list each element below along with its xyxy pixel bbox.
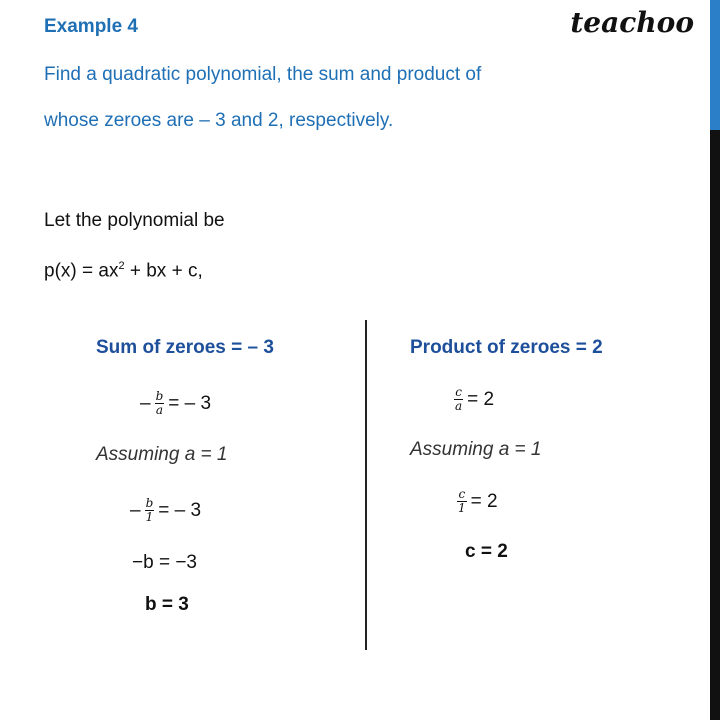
- right-sidebar-bar: [710, 0, 720, 720]
- fraction-denominator: a: [455, 399, 463, 413]
- fraction-denominator: 1: [458, 501, 466, 515]
- equation-rhs: = – 3: [168, 392, 212, 414]
- equation-rhs: = 2: [467, 388, 495, 410]
- product-result: c = 2: [465, 541, 508, 562]
- sum-equation-3: −b = −3: [132, 552, 197, 573]
- let-polynomial-text: Let the polynomial be: [44, 210, 225, 231]
- teachoo-logo: teachoo: [570, 6, 694, 39]
- polynomial-expression: [44, 260, 203, 282]
- product-assumption: Assuming a = 1: [410, 439, 542, 460]
- fraction-denominator: 1: [145, 510, 154, 524]
- sum-equation-2: [130, 497, 201, 524]
- equation-rhs: = 2: [470, 490, 498, 512]
- fraction-numerator: c: [458, 487, 466, 501]
- fraction-numerator: b: [155, 389, 164, 403]
- product-equation-1: [450, 386, 494, 413]
- sum-equation-1: [140, 390, 211, 417]
- product-equation-2: [453, 488, 498, 515]
- question-line-2: whose zeroes are – 3 and 2, respectively.: [44, 110, 394, 131]
- fraction-numerator: b: [145, 496, 154, 510]
- fraction-c-over-1: [457, 488, 467, 515]
- question-line-1: Find a quadratic polynomial, the sum and product of: [44, 64, 482, 85]
- poly-prefix: p(x) = ax: [44, 260, 119, 282]
- fraction-c-over-a: [454, 386, 463, 413]
- fraction-b-over-1: [145, 497, 155, 524]
- fraction-denominator: a: [155, 403, 163, 417]
- sum-result: b = 3: [145, 594, 189, 615]
- example-title: Example 4: [44, 16, 138, 37]
- sum-assumption: Assuming a = 1: [96, 444, 228, 465]
- product-heading: Product of zeroes = 2: [410, 337, 603, 358]
- poly-suffix: + bx + c,: [124, 260, 203, 282]
- sidebar-accent: [710, 0, 720, 130]
- fraction-numerator: c: [455, 385, 462, 399]
- column-divider: [365, 320, 367, 650]
- sum-heading: Sum of zeroes = – 3: [96, 337, 274, 358]
- equation-rhs: = – 3: [158, 499, 202, 521]
- minus-sign: –: [140, 392, 151, 414]
- minus-sign: –: [130, 499, 141, 521]
- fraction-b-over-a: [155, 390, 165, 417]
- poly-exponent: 2: [118, 260, 125, 272]
